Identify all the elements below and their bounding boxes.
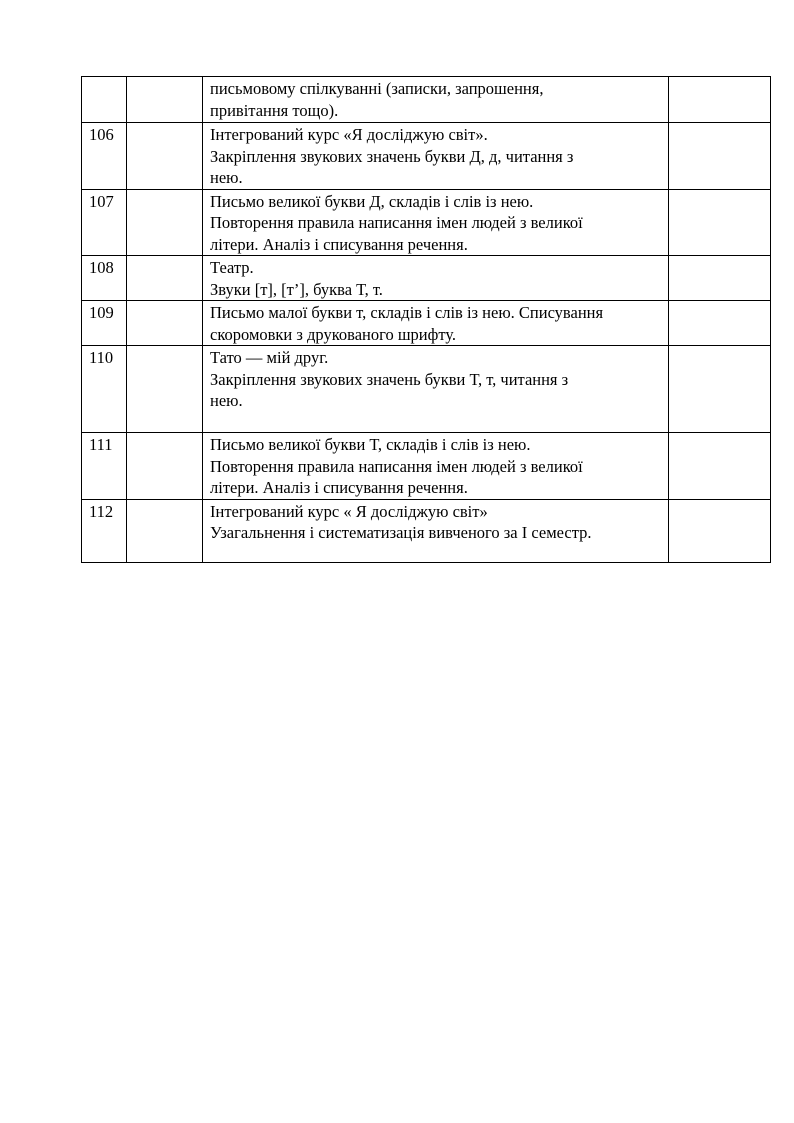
topic-line: скоромовки з друкованого шрифту. bbox=[210, 324, 457, 344]
date-cell bbox=[127, 499, 203, 562]
topic-line: Закріплення звукових значень букви Т, т, читання з bbox=[210, 369, 569, 389]
date-cell bbox=[127, 189, 203, 256]
date-cell bbox=[127, 123, 203, 190]
topic-line: нею. bbox=[210, 391, 243, 410]
lesson-topic bbox=[203, 189, 669, 256]
notes-cell bbox=[669, 256, 771, 301]
lesson-number: 112 bbox=[82, 499, 127, 562]
topic-line: Повторення правила написання імен людей з великої bbox=[210, 213, 583, 232]
date-cell bbox=[127, 346, 203, 433]
lesson-topic bbox=[203, 499, 669, 562]
date-cell bbox=[127, 433, 203, 500]
table-row bbox=[82, 189, 771, 256]
lesson-number: 107 bbox=[82, 189, 127, 256]
table-row bbox=[82, 346, 771, 433]
topic-line: письмовому спілкуванні (записки, запрошення, bbox=[210, 79, 544, 98]
lesson-topic bbox=[203, 301, 669, 346]
table-row bbox=[82, 77, 771, 123]
lesson-topic bbox=[203, 256, 669, 301]
table-row bbox=[82, 499, 771, 562]
lesson-topic bbox=[203, 77, 669, 123]
lesson-number: 110 bbox=[82, 346, 127, 433]
notes-cell bbox=[669, 433, 771, 500]
table-row bbox=[82, 301, 771, 346]
lesson-number: 106 bbox=[82, 123, 127, 190]
notes-cell bbox=[669, 499, 771, 562]
notes-cell bbox=[669, 77, 771, 123]
lesson-number bbox=[82, 77, 127, 123]
lesson-plan-table bbox=[81, 76, 771, 563]
table-row bbox=[82, 256, 771, 301]
date-cell bbox=[127, 256, 203, 301]
topic-line: літери. Аналіз і списування речення. bbox=[210, 234, 468, 254]
topic-line: нею. bbox=[210, 168, 243, 187]
topic-line: Звуки [т], [т’], буква Т, т. bbox=[210, 279, 383, 299]
topic-line: Інтегрований курс «Я досліджую світ». bbox=[210, 125, 488, 144]
topic-line: Повторення правила написання імен людей з великої bbox=[210, 456, 583, 476]
topic-line: Письмо малої букви т, складів і слів із нею. Списування bbox=[210, 303, 604, 322]
date-cell bbox=[127, 77, 203, 123]
topic-line: Інтегрований курс « Я досліджую світ» bbox=[210, 501, 488, 521]
notes-cell bbox=[669, 301, 771, 346]
topic-line: літери. Аналіз і списування речення. bbox=[210, 478, 468, 497]
topic-line: Театр. bbox=[210, 258, 254, 277]
lesson-topic bbox=[203, 346, 669, 433]
table-row bbox=[82, 433, 771, 500]
lesson-number: 108 bbox=[82, 256, 127, 301]
lesson-number: 109 bbox=[82, 301, 127, 346]
topic-line: Тато — мій друг. bbox=[210, 348, 329, 367]
table-row bbox=[82, 123, 771, 190]
lesson-number: 111 bbox=[82, 433, 127, 500]
lesson-topic bbox=[203, 123, 669, 190]
topic-line: Узагальнення і систематизація вивченого за І семестр. bbox=[210, 523, 592, 542]
topic-line: Письмо великої букви Д, складів і слів із нею. bbox=[210, 191, 534, 211]
notes-cell bbox=[669, 346, 771, 433]
date-cell bbox=[127, 301, 203, 346]
lesson-topic bbox=[203, 433, 669, 500]
notes-cell bbox=[669, 189, 771, 256]
topic-line: Закріплення звукових значень букви Д, д, читання з bbox=[210, 146, 574, 166]
topic-line: Письмо великої букви Т, складів і слів із нею. bbox=[210, 435, 531, 454]
notes-cell bbox=[669, 123, 771, 190]
topic-line: привітання тощо). bbox=[210, 100, 339, 120]
